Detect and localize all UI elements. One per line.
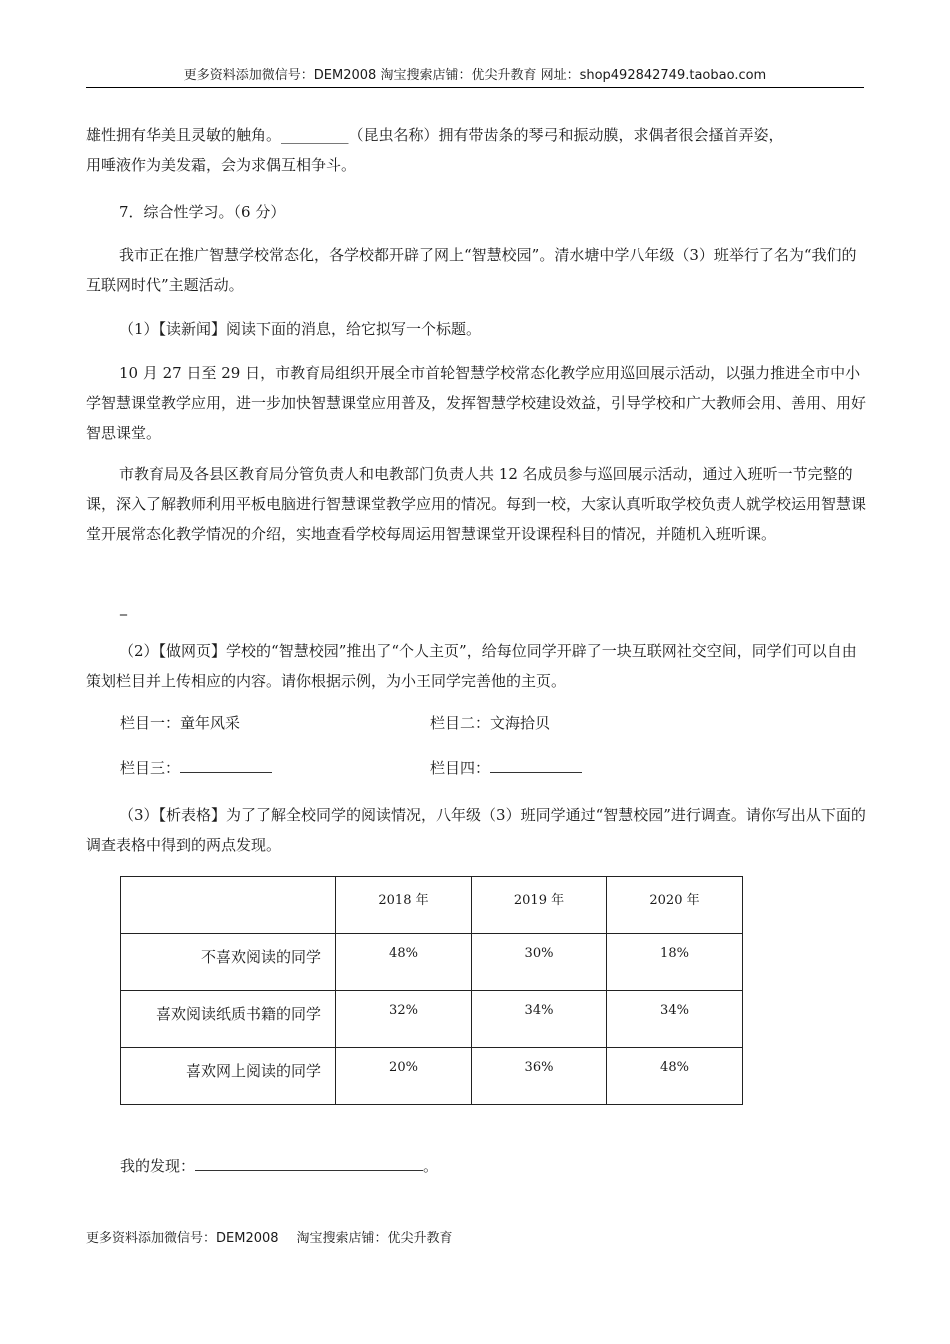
page-header: 更多资料添加微信号：DEM2008 淘宝搜索店铺：优尖升教育 网址：shop492842749.taobao.com bbox=[183, 68, 767, 83]
survey-table bbox=[120, 876, 743, 1105]
sub-question-3: （3）【析表格】为了了解全校同学的阅读情况，八年级（3）班同学通过“智慧校园”进行调查。请你写出从下面的调查表格中得到的两点发现。 bbox=[86, 806, 866, 854]
table-header-row bbox=[121, 877, 743, 934]
table-header-cell: 2019 年 bbox=[472, 877, 607, 934]
table-cell: 48% bbox=[607, 1048, 743, 1105]
footer-shop: 淘宝搜索店铺：优尖升教育 bbox=[296, 1231, 453, 1246]
my-finding bbox=[120, 1153, 438, 1179]
text-line: 雄性拥有华美且灵敏的触角。_________（昆虫名称）拥有带齿条的琴弓和振动膜，求偶者很会搔首弄姿， bbox=[86, 126, 784, 144]
header-divider bbox=[86, 87, 864, 88]
sub-question-2: （2）【做网页】学校的“智慧校园”推出了“个人主页”，给每位同学开辟了一块互联网社交空间，同学们可以自由策划栏目并上传相应的内容。请你根据示例，为小王同学完善他的主页。 bbox=[86, 642, 857, 690]
table-cell: 30% bbox=[472, 934, 607, 991]
table-row bbox=[121, 991, 743, 1048]
table-cell: 18% bbox=[607, 934, 743, 991]
table-cell: 36% bbox=[472, 1048, 607, 1105]
column-four bbox=[430, 755, 582, 781]
table-row bbox=[121, 1048, 743, 1105]
table-header-cell: 2020 年 bbox=[607, 877, 743, 934]
sub-question-1: （1）【读新闻】阅读下面的消息，给它拟写一个标题。 bbox=[119, 320, 482, 338]
finding-label: 我的发现： bbox=[120, 1157, 196, 1175]
column-one: 栏目一：童年风采 bbox=[120, 714, 241, 732]
answer-blank[interactable]: _ bbox=[120, 600, 127, 616]
row-label: 喜欢阅读纸质书籍的同学 bbox=[121, 991, 336, 1048]
news-paragraph-2: 市教育局及各县区教育局分管负责人和电教部门负责人共 12 名成员参与巡回展示活动，通过入班听一节完整的课，深入了解教师利用平板电脑进行智慧课堂教学应用的情况。每到一校，大家认真听取学校负责人就学校运用智慧课堂开展常态化教学情况的介绍，实地查看学校每周运用智慧课堂开设课程科目的情况，并随机入班听课。 bbox=[86, 465, 867, 543]
table-header-cell bbox=[121, 877, 336, 934]
column-four-label: 栏目四： bbox=[430, 759, 491, 777]
table-cell: 20% bbox=[336, 1048, 472, 1105]
column-three bbox=[120, 755, 272, 781]
text-line: 用唾液作为美发霜，会为求偶互相争斗。 bbox=[86, 156, 357, 174]
table-header-cell: 2018 年 bbox=[336, 877, 472, 934]
finding-blank[interactable] bbox=[195, 1156, 423, 1171]
finding-end: 。 bbox=[423, 1157, 439, 1175]
page-footer bbox=[86, 1229, 453, 1249]
column-three-blank[interactable] bbox=[180, 758, 272, 773]
table-cell: 48% bbox=[336, 934, 472, 991]
news-paragraph-1: 10 月 27 日至 29 日，市教育局组织开展全市首轮智慧学校常态化教学应用巡回展示活动，以强力推进全市中小学智慧课堂教学应用，进一步加快智慧课堂应用普及，发挥智慧学校建设效益，引导学校和广大教师会用、善用、用好智思课堂。 bbox=[86, 364, 867, 442]
question-7-title: 7．综合性学习。（6 分） bbox=[119, 203, 286, 221]
column-three-label: 栏目三： bbox=[120, 759, 181, 777]
table-row bbox=[121, 934, 743, 991]
footer-wechat: 更多资料添加微信号：DEM2008 bbox=[86, 1231, 279, 1246]
question-7-intro: 我市正在推广智慧学校常态化，各学校都开辟了网上“智慧校园”。清水塘中学八年级（3）班举行了名为“我们的互联网时代”主题活动。 bbox=[86, 246, 857, 294]
table-cell: 32% bbox=[336, 991, 472, 1048]
row-label: 不喜欢阅读的同学 bbox=[121, 934, 336, 991]
column-two: 栏目二：文海拾贝 bbox=[430, 714, 551, 732]
column-four-blank[interactable] bbox=[490, 758, 582, 773]
table-cell: 34% bbox=[607, 991, 743, 1048]
table-cell: 34% bbox=[472, 991, 607, 1048]
row-label: 喜欢网上阅读的同学 bbox=[121, 1048, 336, 1105]
